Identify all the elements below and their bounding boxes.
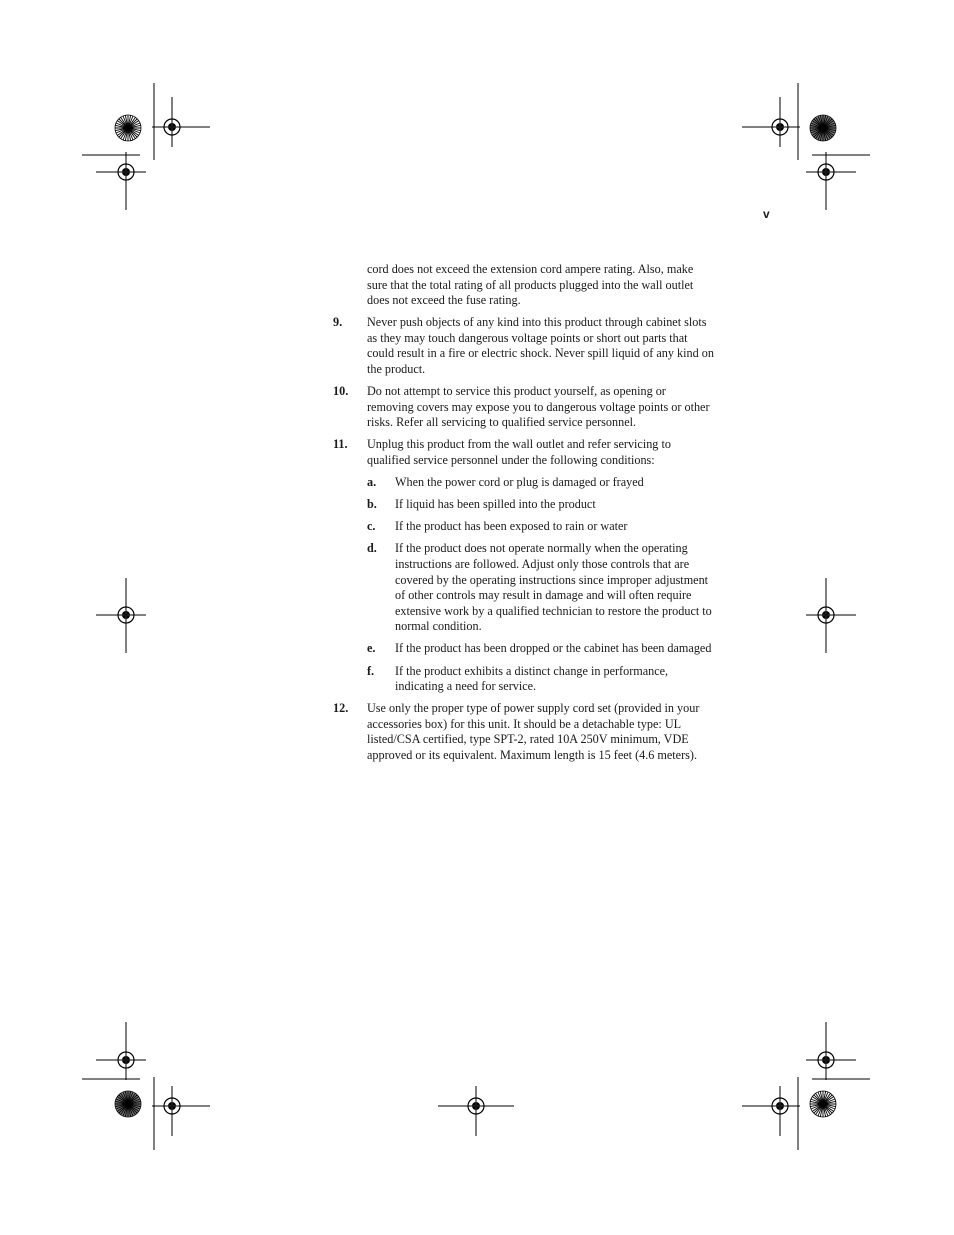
item-number: 11. — [333, 437, 348, 452]
sub-item-letter: b. — [367, 497, 377, 512]
sub-item-text: If the product does not operate normally when the operating instructions are followed. Adjust only those controls that are covered by the operating instructions since improper adjustment of other controls may result in damage and will often require extensive work by a qualified technician to restore the product to normal condition. — [395, 541, 712, 634]
item-text: Do not attempt to service this product yourself, as opening or removing covers may expose you to dangerous voltage points or other risks. Refer all servicing to qualified service personnel. — [367, 384, 710, 430]
item-number: 9. — [333, 315, 343, 330]
sub-list-item — [367, 641, 715, 657]
sub-item-letter: f. — [367, 663, 375, 678]
sub-item-letter: c. — [367, 519, 376, 534]
sub-item-text: If the product exhibits a distinct change in performance, indicating a need for service. — [395, 663, 669, 694]
list-item — [333, 315, 715, 377]
list-item — [333, 437, 715, 468]
item-number: 12. — [333, 701, 349, 716]
sub-list-item — [367, 541, 715, 635]
sub-item-text: If liquid has been spilled into the product — [395, 497, 596, 512]
star-target — [810, 1091, 836, 1117]
item-text: Use only the proper type of power supply cord set (provided in your accessories box) for this unit. It should be a detachable type: UL listed/CSA certified, type SPT-2, rated 10A 250V minimum, VDE approved or its equivalent. Maximum length is 15 feet (4.6 meters). — [367, 701, 700, 763]
item-text: Unplug this product from the wall outlet and refer servicing to qualified service personnel under the following conditions: — [367, 437, 671, 468]
safety-instructions — [333, 262, 715, 770]
sub-list-item — [367, 497, 715, 513]
star-target — [810, 115, 836, 141]
page-number: v — [763, 207, 770, 221]
list-item — [333, 384, 715, 431]
sub-item-text: If the product has been exposed to rain or water — [395, 519, 628, 534]
sub-list-item — [367, 664, 715, 695]
sub-item-letter: d. — [367, 541, 377, 556]
star-target — [115, 1091, 141, 1117]
item-text: Never push objects of any kind into this product through cabinet slots as they may touch dangerous voltage points or short out parts that could result in a fire or electric shock. Never spill liquid of any kind on the product. — [367, 315, 714, 377]
star-target — [115, 115, 141, 141]
sub-item-text: If the product has been dropped or the cabinet has been damaged — [395, 641, 712, 656]
sub-item-text: When the power cord or plug is damaged or frayed — [395, 475, 644, 490]
sub-list-item — [367, 475, 715, 491]
sub-item-letter: a. — [367, 475, 377, 490]
item-number: 10. — [333, 384, 349, 399]
sub-item-letter: e. — [367, 641, 376, 656]
list-item — [333, 701, 715, 763]
intro-text: cord does not exceed the extension cord ampere rating. Also, make sure that the total rating of all products plugged into the wall outlet does not exceed the fuse rating. — [367, 262, 694, 308]
sub-list-item — [367, 519, 715, 535]
